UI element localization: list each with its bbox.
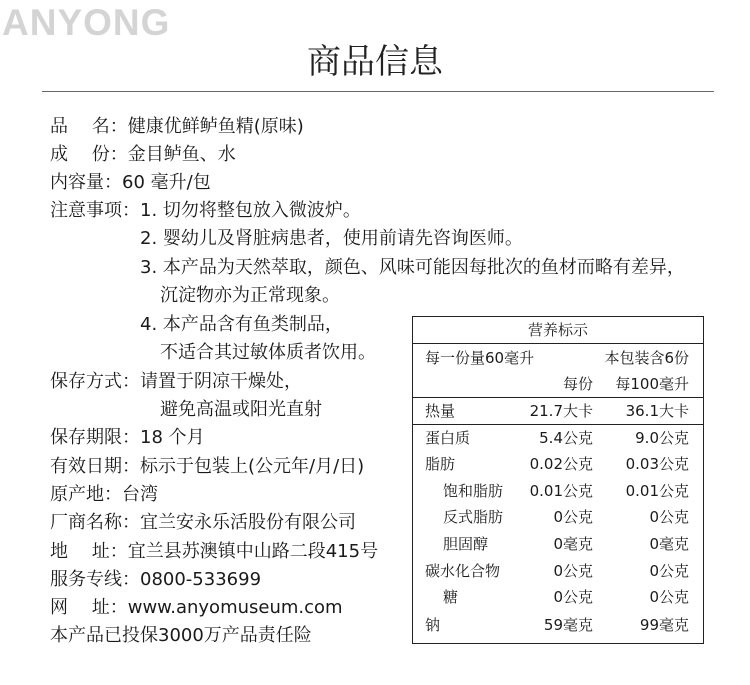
note-item: 4. 本产品含有鱼类制品， (140, 314, 343, 335)
table-divider (413, 397, 703, 398)
note-item: 不适合其过敏体质者饮用。 (160, 342, 376, 363)
info-value: 宜兰安永乐活股份有限公司 (140, 512, 356, 533)
insurance-note: 本产品已投保3000万产品责任险 (50, 625, 312, 646)
info-value: 60 毫升/包 (122, 172, 211, 193)
info-label: 品 名： (50, 116, 128, 137)
nutrient-name: 钠 (425, 616, 441, 634)
info-row-volume (50, 171, 211, 195)
info-label: 保存期限： (50, 427, 140, 448)
brand-watermark: ANYONG (2, 2, 171, 43)
info-row-shelf-life (50, 426, 205, 450)
table-divider (413, 424, 703, 425)
nutrition-table (412, 316, 704, 644)
info-row-expiry (50, 455, 364, 479)
nutrient-per-serving: 59毫克 (543, 616, 593, 634)
info-label: 有效日期： (50, 456, 140, 477)
title-divider (42, 91, 714, 92)
info-value: 标示于包装上(公元年/月/日) (140, 456, 365, 477)
note-item: 3. 本产品为天然萃取，颜色、风味可能因每批次的鱼材而略有差异， (140, 257, 685, 278)
info-label: 服务专线： (50, 569, 140, 590)
info-row-website (50, 596, 343, 620)
info-value: 请置于阴凉干燥处， (140, 371, 302, 392)
info-row-address (50, 540, 378, 564)
note-item: 2. 婴幼儿及肾脏病患者，使用前请先咨询医师。 (140, 228, 523, 249)
info-row-notes (50, 199, 361, 223)
info-label: 内容量： (50, 172, 122, 193)
info-row-name (50, 115, 304, 139)
info-row-origin (50, 483, 158, 507)
nutrient-per-100ml: 0.01公克 (625, 482, 689, 500)
info-label: 厂商名称： (50, 512, 140, 533)
info-value: 台湾 (122, 484, 158, 505)
info-row-ingredients (50, 143, 236, 167)
info-label: 注意事项： (50, 200, 140, 221)
note-item: 沉淀物亦为正常现象。 (160, 285, 340, 306)
nutrient-name: 糖 (443, 588, 459, 606)
nutrient-per-100ml: 99毫克 (639, 616, 689, 634)
info-label: 网 址： (50, 597, 128, 618)
nutrient-per-100ml: 9.0公克 (635, 429, 689, 447)
info-value: 0800-533699 (140, 569, 262, 590)
nutrient-per-100ml: 0公克 (649, 562, 689, 580)
table-divider (413, 343, 703, 344)
nutrient-name: 碳水化合物 (425, 562, 501, 580)
info-value: 避免高温或阳光直射 (160, 399, 322, 420)
serving-size: 每一份量60毫升 (425, 349, 535, 367)
nutrient-per-serving: 0毫克 (553, 535, 593, 553)
nutrient-name: 胆固醇 (443, 535, 489, 553)
page-title: 商品信息 (307, 42, 443, 82)
nutrient-name: 热量 (425, 402, 456, 420)
website-link[interactable]: www.anyomuseum.com (127, 597, 343, 618)
info-label: 原产地： (50, 484, 122, 505)
nutrient-per-serving: 0.02公克 (529, 455, 593, 473)
nutrient-name: 反式脂肪 (443, 508, 504, 526)
nutrient-per-serving: 0.01公克 (529, 482, 593, 500)
nutrient-per-100ml: 36.1大卡 (625, 402, 689, 420)
info-row-storage (50, 370, 302, 394)
info-row-hotline (50, 568, 261, 592)
note-item: 1. 切勿将整包放入微波炉。 (140, 200, 361, 221)
nutrient-name: 脂肪 (425, 455, 456, 473)
nutrition-title: 营养标示 (527, 321, 588, 339)
nutrient-per-100ml: 0公克 (649, 588, 689, 606)
column-header-per-serving: 每份 (562, 375, 593, 393)
info-value: 金目鲈鱼、水 (127, 144, 236, 165)
info-value: 18 个月 (140, 427, 205, 448)
nutrient-per-serving: 0公克 (553, 588, 593, 606)
nutrient-per-100ml: 0.03公克 (625, 455, 689, 473)
info-label: 地 址： (50, 541, 128, 562)
nutrient-per-serving: 5.4公克 (539, 429, 593, 447)
info-row-manufacturer (50, 511, 356, 535)
nutrient-per-serving: 21.7大卡 (529, 402, 593, 420)
info-label: 保存方式： (50, 371, 140, 392)
nutrient-per-100ml: 0毫克 (649, 535, 689, 553)
column-header-per-100ml: 每100毫升 (615, 375, 689, 393)
nutrient-per-serving: 0公克 (553, 562, 593, 580)
servings-per-package: 本包装含6份 (604, 349, 689, 367)
info-value: 宜兰县苏澳镇中山路二段415号 (127, 541, 379, 562)
nutrient-name: 饱和脂肪 (443, 482, 504, 500)
info-label: 成 份： (50, 144, 128, 165)
nutrient-per-100ml: 0公克 (649, 508, 689, 526)
nutrient-per-serving: 0公克 (553, 508, 593, 526)
info-value: 健康优鲜鲈鱼精(原味) (127, 116, 304, 137)
nutrient-name: 蛋白质 (425, 429, 471, 447)
